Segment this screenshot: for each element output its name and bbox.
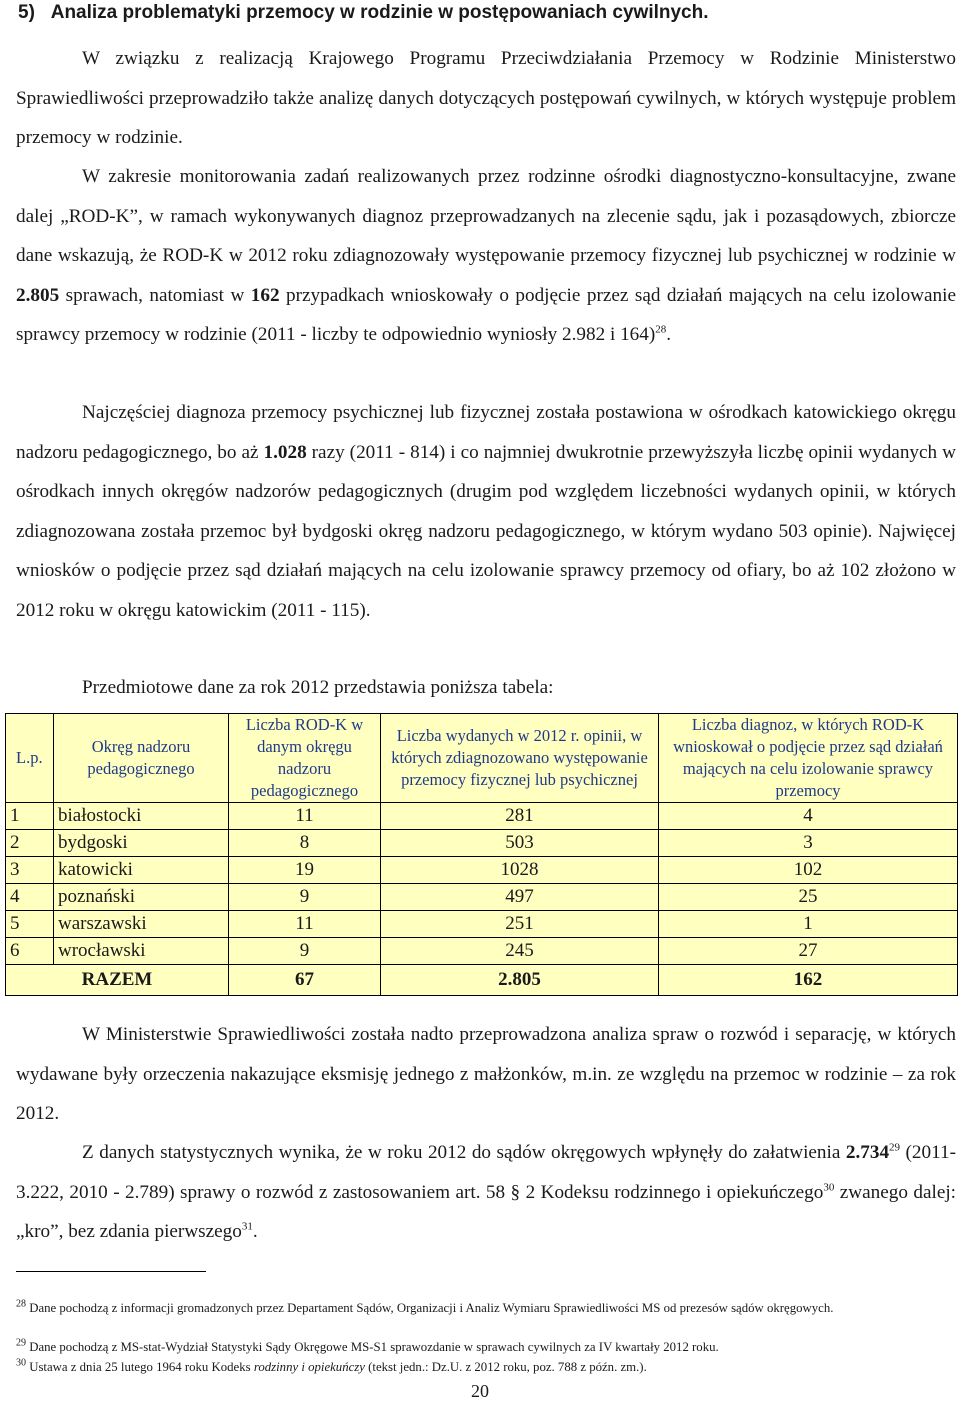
table-row bbox=[6, 830, 958, 857]
footnote-ref-31: 31 bbox=[241, 1220, 253, 1233]
cell-rodk: 19 bbox=[229, 857, 381, 884]
header-opinions: Liczba wydanych w 2012 r. opinii, w których zdiagnozowano występowanie przemocy fizycznej lub psychicznej bbox=[381, 714, 659, 803]
page-number: 20 bbox=[471, 1381, 489, 1401]
cell-lp: 2 bbox=[6, 830, 54, 857]
cell-region: wrocławski bbox=[54, 938, 229, 965]
table-total-row bbox=[6, 965, 958, 996]
cell-region: białostocki bbox=[54, 803, 229, 830]
footnote-ref-28: 28 bbox=[655, 323, 667, 336]
table-row bbox=[6, 938, 958, 965]
cell-opinions: 245 bbox=[381, 938, 659, 965]
cell-total-rodk: 67 bbox=[229, 965, 381, 996]
cell-rodk: 9 bbox=[229, 938, 381, 965]
cell-diagnoses: 1 bbox=[659, 911, 958, 938]
header-region: Okręg nadzoru pedagogicznego bbox=[54, 714, 229, 803]
header-lp: L.p. bbox=[6, 714, 54, 803]
cell-lp: 4 bbox=[6, 884, 54, 911]
table-header-row bbox=[6, 714, 958, 803]
cell-lp: 5 bbox=[6, 911, 54, 938]
cell-diagnoses: 3 bbox=[659, 830, 958, 857]
cell-rodk: 11 bbox=[229, 911, 381, 938]
footnote-ref-30: 30 bbox=[823, 1181, 835, 1194]
cell-opinions: 497 bbox=[381, 884, 659, 911]
cell-opinions: 1028 bbox=[381, 857, 659, 884]
table-row bbox=[6, 884, 958, 911]
paragraph-rodk-monitoring: W zakresie monitorowania zadań realizowanych przez rodzinne ośrodki diagnostyczno-konsultacyjne, zwane dalej „ROD-K”, w ramach wykonywanych diagnoz przeprowadzanych na zlecenie sądu, jak i pozasądowych, zbiorcze dane wskazują, że ROD-K w 2012 roku zdiagnozowały występowanie przemocy fizycznej lub psychicznej w rodzinie w 2.805 sprawach, natomiast w 162 przypadkach wnioskowały o podjęcie przez sąd działań mających na celu izolowanie sprawcy przemocy w rodzinie (2011 - liczby te odpowiednio wyniosły 2.982 i 164)$^{28}$. bbox=[16, 166, 956, 345]
cell-diagnoses: 25 bbox=[659, 884, 958, 911]
section-heading: 5) Analiza problematyki przemocy w rodzinie w postępowaniach cywilnych. bbox=[18, 2, 709, 23]
cell-diagnoses: 4 bbox=[659, 803, 958, 830]
cell-diagnoses: 27 bbox=[659, 938, 958, 965]
cell-region: bydgoski bbox=[54, 830, 229, 857]
paragraph-intro: W związku z realizacją Krajowego Programu Przeciwdziałania Przemocy w Rodzinie Ministerstwo Sprawiedliwości przeprowadziło także analizę danych dotyczących postępowań cywilnych, w których występuje problem przemocy w rodzinie. bbox=[16, 48, 956, 148]
cell-region: warszawski bbox=[54, 911, 229, 938]
footnote-29: $^{29}$ Dane pochodzą z MS-stat-Wydział Statystyki Sądy Okręgowe MS-S1 sprawozdanie w sprawach cywilnych za IV kwartały 2012 roku. bbox=[16, 1337, 719, 1354]
footnote-ref-29: 29 bbox=[889, 1141, 901, 1154]
footnote-separator bbox=[16, 1271, 206, 1272]
cell-opinions: 281 bbox=[381, 803, 659, 830]
cell-total-diagnoses: 162 bbox=[659, 965, 958, 996]
header-diagnoses: Liczba diagnoz, w których ROD-K wnioskował o podjęcie przez sąd działań mających na celu izolowanie sprawcy przemocy bbox=[659, 714, 958, 803]
cell-total-opinions: 2.805 bbox=[381, 965, 659, 996]
cell-region: poznański bbox=[54, 884, 229, 911]
cell-total-label: RAZEM bbox=[6, 965, 229, 996]
table-row bbox=[6, 911, 958, 938]
paragraph-ministry-analysis: W Ministerstwie Sprawiedliwości została nadto przeprowadzona analiza spraw o rozwód i separację, w których wydawane były orzeczenia nakazujące eksmisję jednego z małżonków, m.in. ze względu na przemoc w rodzinie – za rok 2012. bbox=[16, 1024, 956, 1124]
data-table bbox=[5, 713, 958, 996]
table-row bbox=[6, 857, 958, 884]
cell-rodk: 8 bbox=[229, 830, 381, 857]
cell-lp: 3 bbox=[6, 857, 54, 884]
cell-lp: 6 bbox=[6, 938, 54, 965]
paragraph-table-intro: Przedmiotowe dane za rok 2012 przedstawia poniższa tabela: bbox=[82, 677, 554, 698]
cell-diagnoses: 102 bbox=[659, 857, 958, 884]
cell-opinions: 503 bbox=[381, 830, 659, 857]
cell-opinions: 251 bbox=[381, 911, 659, 938]
footnote-30: $^{30}$ Ustawa z dnia 25 lutego 1964 roku Kodeks rodzinny i opiekuńczy (tekst jedn.: Dz.U. z 2012 roku, poz. 788 z późn. zm.). bbox=[16, 1357, 647, 1374]
cell-region: katowicki bbox=[54, 857, 229, 884]
cell-lp: 1 bbox=[6, 803, 54, 830]
cell-rodk: 9 bbox=[229, 884, 381, 911]
table-row bbox=[6, 803, 958, 830]
paragraph-statistics: Z danych statystycznych wynika, że w roku 2012 do sądów okręgowych wpłynęły do załatwienia 2.734$^{29}$ (2011- 3.222, 2010 - 2.789) sprawy o rozwód z zastosowaniem art. 58 § 2 Kodeksu rodzinnego i opiekuńczego$^{30}$ zwanego dalej: „kro”, bez zdania pierwszego$^{31}$. bbox=[16, 1141, 956, 1242]
cell-rodk: 11 bbox=[229, 803, 381, 830]
footnote-28: $^{28}$ Dane pochodzą z informacji gromadzonych przez Departament Sądów, Organizacji i Analiz Wymiaru Sprawiedliwości MS od prezesów sądów okręgowych. bbox=[16, 1298, 834, 1315]
header-rodk-count: Liczba ROD-K w danym okręgu nadzoru pedagogicznego bbox=[229, 714, 381, 803]
paragraph-katowice: Najczęściej diagnoza przemocy psychicznej lub fizycznej została postawiona w ośrodkach katowickiego okręgu nadzoru pedagogicznego, bo aż 1.028 razy (2011 - 814) i co najmniej dwukrotnie przewyższyła liczbę opinii wydanych w ośrodkach innych okręgów nadzorów pedagogicznych (drugim pod względem liczebności wydanych opinii, w których zdiagnozowana została przemoc był bydgoski okręg nadzoru pedagogicznego, w którym wydano 503 opinie). Najwięcej wniosków o podjęcie przez sąd działań mających na celu izolowanie sprawcy przemocy od ofiary, bo aż 102 złożono w 2012 roku w okręgu katowickim (2011 - 115). bbox=[16, 402, 956, 621]
